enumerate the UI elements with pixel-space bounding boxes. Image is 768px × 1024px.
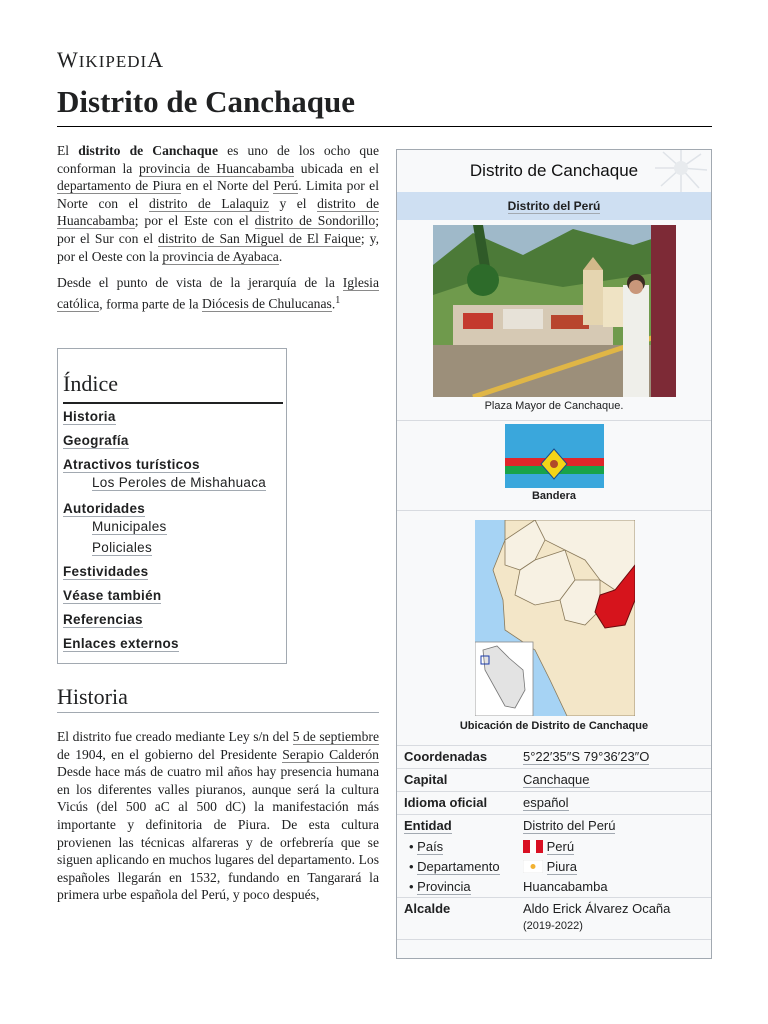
peru-flag-icon [523, 840, 543, 853]
infobox-divider [397, 939, 711, 940]
piura-flag-icon [523, 860, 543, 873]
toc-item-label: Policiales [92, 540, 153, 555]
wordmark-a: A [147, 47, 165, 72]
link-provincia-huancabamba[interactable]: provincia de Huancabamba [138, 160, 295, 176]
capital-link[interactable]: Canchaque [523, 772, 590, 787]
historia-text: El distrito fue creado mediante Ley s/n del [57, 729, 293, 744]
link-distrito-huancabamba[interactable]: distrito de Huancabamba [57, 195, 379, 229]
toc-item-label: Autoridades [63, 501, 146, 516]
link-distrito-san-miguel[interactable]: distrito de San Miguel de El Faique [158, 230, 361, 246]
photo-caption: Plaza Mayor de Canchaque. [484, 400, 624, 412]
alcalde-value: Aldo Erick Álvarez Ocaña [523, 901, 671, 916]
infobox-title: Distrito de Canchaque [469, 161, 639, 180]
map-caption: Ubicación de Distrito de Canchaque [459, 720, 649, 732]
historia-text: de 1904, en el gobierno del Presidente [57, 746, 283, 762]
toc-item-label: Festividades [63, 564, 149, 579]
location-map[interactable] [475, 520, 635, 716]
entidad-link[interactable]: Distrito del Perú [523, 818, 616, 833]
row-label: Coordenadas [404, 749, 488, 764]
intro-text: . Limita por el Norte con el [57, 178, 379, 211]
toc-item-label: Los Peroles de Mishahuaca [92, 475, 267, 490]
link-5-septiembre[interactable]: 5 de septiembre [292, 729, 379, 744]
toc-item-label: Véase también [63, 588, 162, 603]
intro2-text: . [331, 296, 336, 312]
section-divider [57, 712, 379, 713]
wordmark-ikipedi: IKIPEDI [78, 52, 148, 71]
link-distrito-lalaquiz[interactable]: distrito de Lalaquiz [148, 195, 269, 211]
intro-text: y el [268, 195, 318, 211]
pais-label-link[interactable]: País [417, 839, 444, 854]
link-serapio-calderon[interactable]: Serapio Calderón [282, 746, 379, 762]
intro-section [57, 142, 379, 313]
toc-item-referencias[interactable] [63, 612, 143, 627]
historia-text: Desde hace más de cuatro mil años hay presencia humana en los diferentes valles piuranos, aunque será la cultura Vicús (del 500 aC al 500 dC) la manifestación más importante y definitoria de Piura. De esta cultura provienen las técnicas alfareras y de orfebrería que se siguen aplicando en muchos lugares del departamento. Los españoles llegarán en 1532, fundando en Tangarará la primera urbe española del Perú, y poco después, [57, 764, 379, 903]
toc-item-label: Referencias [63, 612, 143, 627]
toc-item-label: Enlaces externos [63, 636, 179, 651]
toc-subitem-peroles[interactable] [92, 475, 266, 490]
toc-heading: Índice [63, 371, 118, 396]
link-peru[interactable]: Perú [273, 178, 299, 194]
toc-item-atractivos[interactable] [63, 457, 200, 472]
row-label: Idioma oficial [404, 795, 488, 810]
intro-text: ; y, por el Oeste con la [57, 230, 379, 264]
wikipedia-wordmark[interactable] [57, 47, 164, 73]
intro-paragraph-2 [57, 274, 379, 313]
toc-subitem-policiales[interactable] [92, 540, 152, 555]
wordmark-w: W [57, 47, 79, 72]
page-title: Distrito de Canchaque [57, 84, 355, 119]
toc-item-autoridades[interactable] [63, 501, 145, 516]
intro-text: ; por el Este con el [134, 213, 255, 229]
intro2-text: Desde el punto de vista de la jerarquía de la [57, 275, 343, 291]
intro-text: es uno de los ocho que conforman la [57, 143, 380, 176]
title-divider [57, 126, 712, 127]
departamento-label-link[interactable]: Departamento [417, 859, 500, 874]
link-diocesis-chulucanas[interactable]: Diócesis de Chulucanas [201, 296, 332, 312]
infobox-divider [397, 420, 711, 421]
plaza-mayor-photo[interactable] [433, 225, 676, 397]
toc-item-enlaces[interactable] [63, 636, 179, 651]
infobox-subtitle-label: Distrito del Perú [507, 199, 601, 213]
infobox-subtitle[interactable] [397, 192, 711, 220]
pais-link[interactable]: Perú [546, 839, 575, 854]
infobox-divider [397, 897, 711, 898]
toc-item-geografia[interactable] [63, 433, 129, 448]
infobox-divider [397, 745, 711, 746]
row-label: Alcalde [404, 901, 451, 916]
toc-item-label: Municipales [92, 519, 167, 534]
table-of-contents [57, 348, 287, 664]
infobox-divider [397, 768, 711, 769]
infobox: Distrito de Canchaque Distrito del Perú Plaza Mayor de Canchaque. Bandera Ubicación de Distrito de Canchaque Coordenadas 5°22′35″S 79°36′23″O Capital Canchaque Idioma oficial español Entidad Distrito del Perú • País Perú • Departamento Piura • Provincia Huancabamba Alcalde Aldo Erick Álvarez Ocaña (2019-2022) [396, 149, 712, 959]
intro-bold-term: distrito de Canchaque [78, 143, 218, 158]
toc-item-label: Atractivos turísticos [63, 457, 200, 472]
toc-item-historia[interactable] [63, 409, 116, 424]
toc-item-vease[interactable] [63, 588, 161, 603]
district-flag-image[interactable] [505, 424, 604, 488]
departamento-link[interactable]: Piura [546, 859, 577, 874]
provincia-value: Huancabamba [523, 879, 608, 894]
intro-text: en el Norte del [181, 178, 274, 194]
entidad-label-link[interactable]: Entidad [404, 818, 452, 833]
toc-item-festividades[interactable] [63, 564, 148, 579]
intro-text: El [57, 143, 79, 158]
row-label: Capital [404, 772, 448, 787]
infobox-divider [397, 814, 711, 815]
toc-subitem-municipales[interactable] [92, 519, 167, 534]
historia-paragraph [57, 728, 379, 904]
footnote-link[interactable]: 1 [335, 294, 341, 306]
alcalde-period: (2019-2022) [523, 920, 583, 932]
intro-text: ubicada en el [294, 160, 379, 176]
intro2-text: , forma parte de la [99, 296, 202, 312]
idioma-link[interactable]: español [523, 795, 569, 810]
provincia-label-link[interactable]: Provincia [417, 879, 471, 894]
coordinates-link[interactable]: 5°22′35″S 79°36′23″O [523, 749, 650, 764]
link-iglesia-catolica[interactable]: Iglesia católica [57, 275, 379, 312]
link-provincia-ayabaca[interactable]: provincia de Ayabaca [162, 248, 279, 264]
toc-item-label: Historia [63, 409, 116, 424]
link-distrito-sondorillo[interactable]: distrito de Sondorillo [254, 213, 376, 229]
intro-text: ; por el Sur con el [57, 213, 379, 246]
section-heading-historia: Historia [57, 684, 128, 709]
infobox-divider [397, 510, 711, 511]
infobox-divider [397, 791, 711, 792]
link-departamento-piura[interactable]: departamento de Piura [57, 178, 182, 194]
flag-caption: Bandera [531, 490, 577, 502]
toc-divider [63, 402, 283, 404]
historia-section [57, 728, 379, 904]
intro-paragraph [57, 142, 379, 265]
toc-item-label: Geografía [63, 433, 129, 448]
intro-text: . [278, 248, 283, 264]
